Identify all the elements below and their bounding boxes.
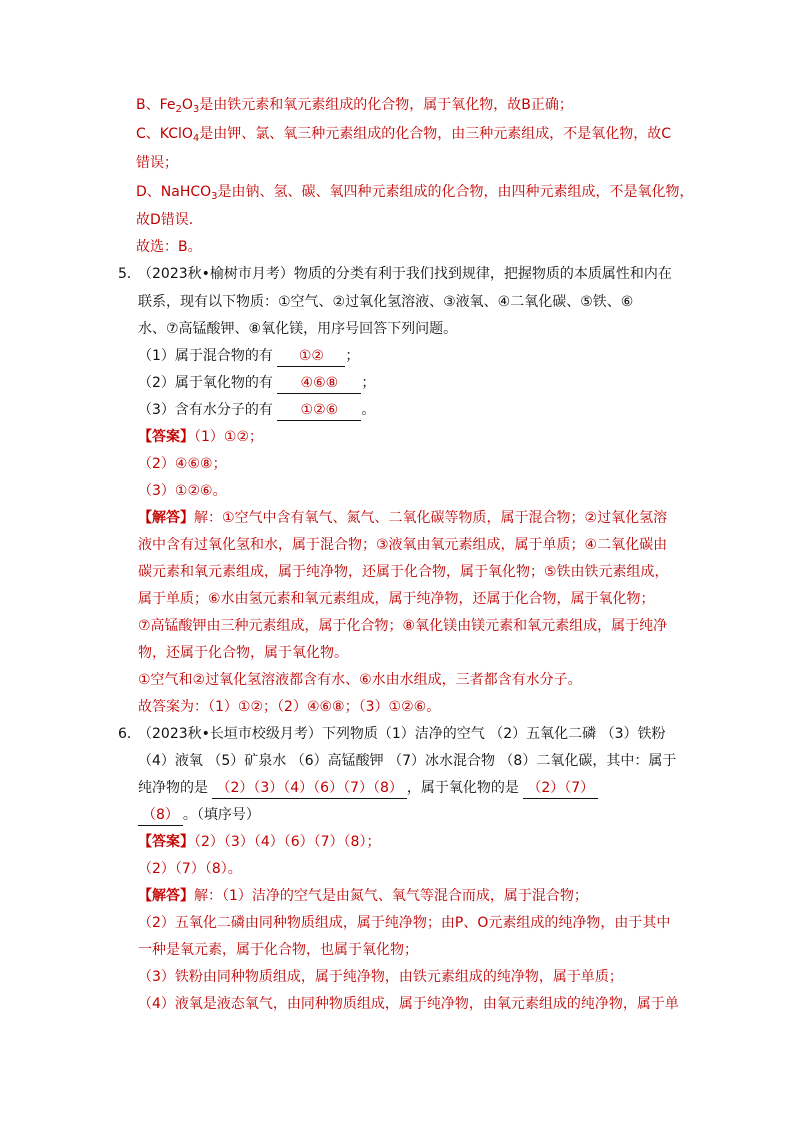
question-5-analysis-7 bbox=[138, 670, 582, 690]
text: D、NaHCO bbox=[136, 184, 212, 200]
text: （2023秋•长垣市校级月考）下列物质（1）洁净的空气 （2）五氧化二磷 （3）铁粉 bbox=[138, 726, 666, 742]
text: （2） bbox=[138, 456, 175, 472]
question-6-stem-2 bbox=[138, 751, 676, 771]
answer-tag: 【答案】 bbox=[138, 834, 194, 850]
text: （1） bbox=[208, 699, 238, 715]
question-6-stem-3 bbox=[138, 778, 598, 798]
question-6-analysis-2 bbox=[138, 913, 670, 933]
text: ，属于氧化物的是 bbox=[406, 780, 519, 796]
text: 一种是氧元素，属于化合物，也属于氧化物； bbox=[138, 942, 418, 958]
text: ①空气和②过氧化氢溶液都含有水、⑥水由水组成，三者都含有水分子。 bbox=[138, 672, 582, 688]
question-5-answer-1 bbox=[138, 427, 263, 447]
question-6-analysis-4 bbox=[138, 967, 623, 987]
text: 。 bbox=[212, 483, 227, 499]
question-5-analysis-5 bbox=[138, 616, 667, 636]
text: （3）含有水分子的有 bbox=[138, 402, 273, 418]
text: （3） bbox=[138, 483, 175, 499]
text: （2）（3）（4）（6）（7）（8）； bbox=[194, 834, 381, 850]
text: 故答案为： bbox=[138, 699, 208, 715]
question-5-sub-1 bbox=[138, 346, 359, 366]
text: （2）属于氧化物的有 bbox=[138, 375, 273, 391]
subscript: 3 bbox=[211, 191, 218, 202]
analysis-tag: 【解答】 bbox=[138, 510, 194, 526]
question-6-stem-1 bbox=[138, 724, 666, 744]
question-number: 5． bbox=[118, 266, 141, 282]
text: 液中含有过氧化氢和水，属于混合物；③液氧由氧元素组成，属于单质；④二氧化碳由 bbox=[138, 537, 668, 553]
text: 水、⑦高锰酸钾、⑧氧化镁，用序号回答下列问题。 bbox=[138, 321, 458, 337]
option-d-line-cont bbox=[136, 210, 193, 230]
text: ； bbox=[361, 375, 376, 391]
text: 纯净物的是 bbox=[138, 780, 208, 796]
text: ①②⑥ bbox=[388, 699, 427, 715]
answer-blank: ①② bbox=[277, 346, 345, 367]
subscript: 4 bbox=[192, 133, 200, 144]
text: 解：（1）洁净的空气是由氮气、氧气等混合而成，属于混合物； bbox=[194, 888, 588, 904]
text: ； bbox=[345, 348, 360, 364]
question-5-analysis-1 bbox=[138, 508, 667, 528]
text: 碳元素和氧元素组成，属于纯净物，还属于化合物，属于氧化物；⑤铁由铁元素组成， bbox=[138, 564, 669, 580]
subscript: 3 bbox=[192, 104, 200, 115]
text: 错误； bbox=[136, 155, 178, 171]
text: 是由钠、氢、碳、氧四种元素组成的化合物，由四种元素组成，不是氧化物， bbox=[217, 184, 694, 200]
question-6-answer-2 bbox=[138, 859, 242, 879]
subscript: 2 bbox=[175, 104, 182, 115]
text: ； bbox=[249, 429, 264, 445]
question-6-stem-4 bbox=[138, 805, 260, 825]
text: O bbox=[181, 97, 193, 113]
question-5-answer-2 bbox=[138, 454, 227, 474]
text: 是由钾、氯、氧三种元素组成的化合物，由三种元素组成，不是氧化物，故C bbox=[199, 126, 672, 142]
answer-blank: （8） bbox=[138, 805, 183, 826]
option-d-line bbox=[136, 182, 694, 202]
question-5-stem-3 bbox=[138, 319, 457, 339]
question-5-analysis-2 bbox=[138, 535, 667, 555]
text: ④⑥⑧ bbox=[174, 456, 213, 472]
choice-line bbox=[136, 237, 202, 257]
question-5-answer-3 bbox=[138, 481, 227, 501]
question-5-stem-2 bbox=[138, 292, 633, 312]
text: B、Fe bbox=[136, 97, 176, 113]
question-5-stem-1 bbox=[138, 264, 672, 284]
text: 。 bbox=[361, 402, 376, 418]
text: 物，还属于化合物，属于氧化物。 bbox=[138, 645, 348, 661]
text: 。（填序号） bbox=[182, 807, 260, 823]
text: ①②⑥ bbox=[174, 483, 213, 499]
text: ；（3） bbox=[344, 699, 389, 715]
question-6-analysis-3 bbox=[138, 940, 418, 960]
question-5-analysis-3 bbox=[138, 562, 669, 582]
text: （1）属于混合物的有 bbox=[138, 348, 273, 364]
answer-blank: （2）（7） bbox=[523, 778, 598, 799]
question-6-answer-1 bbox=[138, 832, 380, 852]
text: 。 bbox=[426, 699, 441, 715]
text: （4）液氧 （5）矿泉水 （6）高锰酸钾 （7）冰水混合物 （8）二氧化碳，其中：属于 bbox=[138, 753, 677, 769]
option-c-line bbox=[136, 124, 671, 144]
text: 解：①空气中含有氧气、氮气、二氧化碳等物质，属于混合物；②过氧化氢溶 bbox=[194, 510, 668, 526]
text: （2023秋•榆树市月考）物质的分类有利于我们找到规律，把握物质的本质属性和内在 bbox=[138, 266, 672, 282]
text: ； bbox=[212, 456, 227, 472]
text: 属于单质；⑥水由氢元素和氧元素组成，属于纯净物，还属于化合物，属于氧化物； bbox=[138, 591, 655, 607]
text: 是由铁元素和氧元素组成的化合物，属于氧化物，故B正确； bbox=[199, 97, 573, 113]
question-5-final-answer bbox=[138, 697, 440, 717]
answer-blank: （2）（3）（4）（6）（7）（8） bbox=[212, 778, 406, 799]
text: （4）液氧是液态氧气，由同种物质组成，属于纯净物，由氧元素组成的纯净物，属于单 bbox=[138, 996, 679, 1012]
question-number: 6． bbox=[118, 726, 141, 742]
answer-blank: ①②⑥ bbox=[277, 400, 361, 421]
question-5-sub-2 bbox=[138, 373, 375, 393]
option-b-line bbox=[136, 95, 573, 115]
text: ①② bbox=[223, 429, 250, 445]
question-6-analysis-1 bbox=[138, 886, 588, 906]
text: （2）（7）（8）。 bbox=[138, 861, 242, 877]
text: 联系，现有以下物质：①空气、②过氧化氢溶液、③液氧、④二氧化碳、⑤铁、⑥ bbox=[138, 294, 634, 310]
question-5-sub-3 bbox=[138, 400, 375, 420]
text: C、KClO bbox=[136, 126, 193, 142]
text: ④⑥⑧ bbox=[306, 699, 345, 715]
option-c-line-cont bbox=[136, 153, 178, 173]
text: （1） bbox=[194, 429, 224, 445]
text: （2）五氧化二磷由同种物质组成，属于纯净物；由P、O元素组成的纯净物，由于其中 bbox=[138, 915, 671, 931]
text: 故选：B。 bbox=[136, 239, 202, 255]
text: 故D错误. bbox=[136, 212, 194, 228]
analysis-tag: 【解答】 bbox=[138, 888, 194, 904]
answer-blank: ④⑥⑧ bbox=[277, 373, 361, 394]
question-5-analysis-6 bbox=[138, 643, 348, 663]
text: ①② bbox=[237, 699, 264, 715]
text: （3）铁粉由同种物质组成，属于纯净物，由铁元素组成的纯净物，属于单质； bbox=[138, 969, 623, 985]
question-6-analysis-5 bbox=[138, 994, 679, 1014]
text: ⑦高锰酸钾由三种元素组成，属于化合物；⑧氧化镁由镁元素和氧元素组成，属于纯净 bbox=[138, 618, 668, 634]
question-5-analysis-4 bbox=[138, 589, 655, 609]
text: ；（2） bbox=[263, 699, 307, 715]
answer-tag: 【答案】 bbox=[138, 429, 194, 445]
